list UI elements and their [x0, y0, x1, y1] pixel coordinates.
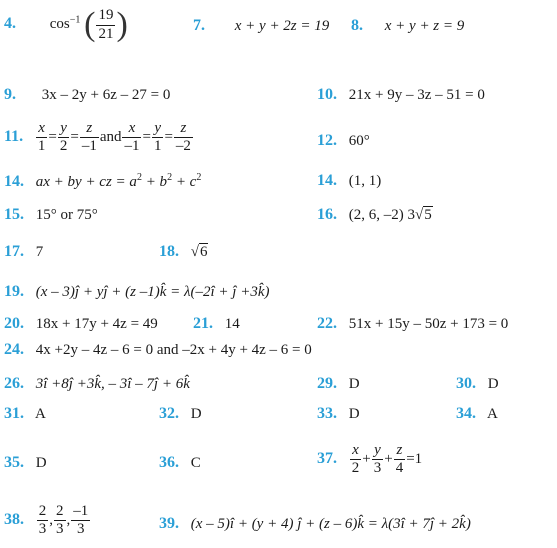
answer-text: 21x + 9y – 3z – 51 = 0 [348, 87, 485, 103]
answer-16 [317, 206, 433, 224]
answer-17 [4, 243, 43, 261]
question-number: 14. [317, 172, 337, 189]
question-number: 17. [4, 243, 24, 260]
answer-text: (x – 3)ĵ + yĵ + (z –1)k̂ = λ(–2î + ĵ +3k̂) [35, 284, 270, 300]
question-number: 14. [4, 173, 24, 190]
question-number: 10. [317, 86, 337, 103]
question-number: 18. [159, 243, 179, 260]
answer-32 [159, 405, 202, 423]
answer-text: (1, 1) [348, 173, 382, 189]
answer-31 [4, 405, 46, 423]
left-paren: ( [84, 6, 96, 43]
answer-text: D [348, 376, 360, 392]
answer-text: A [486, 406, 498, 422]
fraction: $\frac{-1}{3}$ [73, 503, 89, 538]
and-text: and [99, 129, 122, 146]
question-number: 4. [4, 15, 16, 33]
question-number: 19. [4, 283, 24, 300]
square-root: √6 [190, 244, 208, 260]
question-number: 9. [4, 86, 16, 103]
cos-function: cos [49, 16, 70, 33]
right-paren: ) [116, 6, 128, 43]
answer-30 [456, 375, 499, 393]
answer-text: D [348, 406, 360, 422]
answer-text: (x – 5)î + (y + 4) ĵ + (z – 6)k̂ = λ(3î + 7ĵ + 2k̂) [190, 516, 471, 532]
answer-29 [317, 375, 360, 393]
fraction: $\frac{19}{21}$ [98, 7, 114, 42]
answer-24 [4, 341, 312, 359]
exponent: 2 [136, 172, 142, 183]
answer-4 [4, 6, 128, 44]
fraction: $\frac{x}{-1}$ [124, 120, 140, 155]
question-number: 29. [317, 375, 337, 392]
question-number: 20. [4, 315, 24, 332]
answer-8 [351, 17, 464, 35]
fraction: $\frac{z}{-1}$ [81, 120, 97, 155]
fraction: $\frac{z}{4}$ [395, 442, 404, 477]
question-number: 16. [317, 206, 337, 223]
answer-text: 51x + 15y – 50z + 173 = 0 [348, 316, 509, 332]
answer-text: ax + by + cz = a [35, 174, 137, 190]
answer-36 [159, 454, 201, 472]
question-number: 11. [4, 128, 24, 146]
answer-9 [4, 86, 170, 104]
answer-text: 3î +8ĵ +3k̂, – 3î – 7ĵ + 6k̂ [35, 376, 190, 392]
question-number: 30. [456, 375, 476, 392]
inverse-exponent: −1 [69, 14, 81, 26]
question-number: 39. [159, 515, 179, 532]
fraction: $\frac{2}{3}$ [56, 503, 64, 538]
answer-text: 14 [224, 316, 240, 332]
answer-text: D [190, 406, 202, 422]
question-number: 31. [4, 405, 24, 422]
answer-15 [4, 206, 98, 224]
answer-text: (2, 6, –2) [348, 207, 404, 223]
answer-18 [159, 243, 208, 261]
question-number: 26. [4, 375, 24, 392]
question-number: 15. [4, 206, 24, 223]
question-number: 34. [456, 405, 476, 422]
answer-10 [317, 86, 485, 104]
answer-text: 4x +2y – 4z – 6 = 0 and –2x + 4y + 4z – 6 = 0 [35, 342, 312, 358]
answer-text: 60° [348, 133, 370, 149]
answer-22 [317, 315, 508, 333]
fraction: $\frac{x}{2}$ [351, 442, 360, 477]
fraction: $\frac{x}{1}$ [37, 120, 46, 155]
answer-37: 37. $\frac{x}{2}$ + $\frac{y}{3}$ + $\frac{z}{4}$ =1 [317, 442, 423, 477]
answer-12 [317, 132, 370, 150]
question-number: 33. [317, 405, 337, 422]
answer-35 [4, 454, 47, 472]
question-number: 36. [159, 454, 179, 471]
coefficient: 3 [407, 207, 415, 223]
question-number: 38. [4, 511, 24, 529]
answer-text: + c [172, 174, 197, 190]
answer-text: x + y + 2z = 19 [234, 18, 330, 34]
question-number: 35. [4, 454, 24, 471]
answer-text: 18x + 17y + 4z = 49 [35, 316, 158, 332]
answer-14a [4, 172, 201, 191]
exponent: 2 [196, 172, 202, 183]
answer-38: 38. $\frac{2}{3}$ , $\frac{2}{3}$ , $\frac{-1}{3}$ [4, 503, 89, 538]
answer-text: =1 [406, 451, 423, 468]
fraction: $\frac{z}{-2}$ [175, 120, 191, 155]
answer-text: A [34, 406, 46, 422]
answer-11: 11. $\frac{x}{1}$ = $\frac{y}{2}$ = $\frac{z}{-1}$ and $\frac{x}{-1}$ = $\frac{y}{1}$ = $\frac{z}{-2}$ [4, 120, 191, 155]
answer-34 [456, 405, 498, 423]
answer-text: 15° or 75° [35, 207, 98, 223]
fraction: $\frac{y}{3}$ [373, 442, 382, 477]
answer-20 [4, 315, 158, 333]
question-number: 7. [193, 17, 205, 34]
answer-text: D [35, 455, 47, 471]
question-number: 8. [351, 17, 363, 34]
answer-14b [317, 172, 381, 190]
square-root: √5 [415, 207, 432, 223]
answer-19 [4, 283, 269, 301]
answer-21 [193, 315, 240, 333]
answer-text: + b [141, 174, 168, 190]
question-number: 24. [4, 341, 24, 358]
answer-text: D [487, 376, 499, 392]
exponent: 2 [167, 172, 173, 183]
answer-text: C [190, 455, 201, 471]
answer-text: x + y + z = 9 [384, 18, 465, 34]
fraction: $\frac{y}{1}$ [153, 120, 162, 155]
answer-7 [193, 17, 329, 35]
question-number: 32. [159, 405, 179, 422]
answer-33 [317, 405, 360, 423]
answer-text: 7 [35, 244, 44, 260]
fraction: $\frac{y}{2}$ [59, 120, 68, 155]
question-number: 22. [317, 315, 337, 332]
answer-39 [159, 515, 471, 533]
question-number: 37. [317, 450, 337, 468]
answer-26 [4, 375, 190, 393]
fraction: $\frac{2}{3}$ [38, 503, 47, 538]
answer-text: 3x – 2y + 6z – 27 = 0 [41, 87, 171, 103]
question-number: 21. [193, 315, 213, 332]
question-number: 12. [317, 132, 337, 149]
